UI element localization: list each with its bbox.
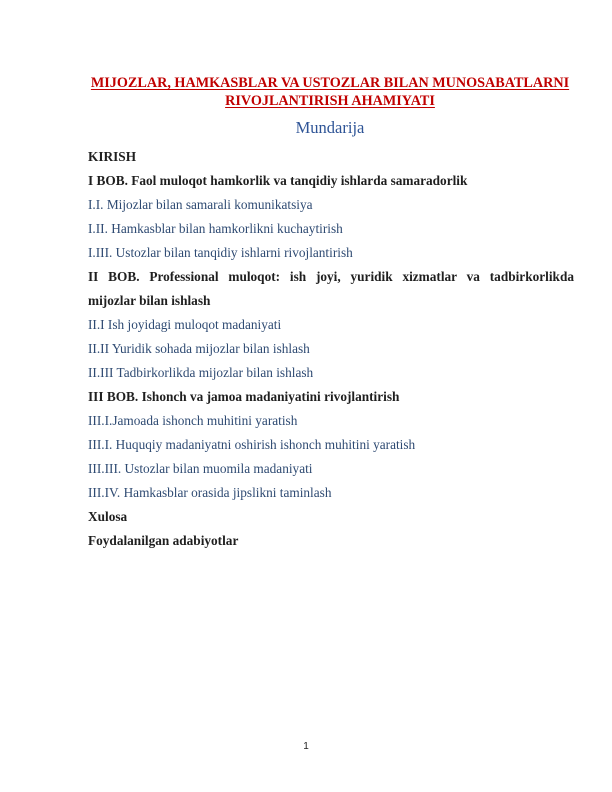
toc-entry-section-1-2[interactable]: I.II. Hamkasblar bilan hamkorlikni kuchaytirish: [88, 221, 343, 236]
toc-entry-xulosa[interactable]: Xulosa: [88, 509, 128, 524]
page-number: 1: [303, 741, 309, 752]
toc-entry-section-1-1[interactable]: I.I. Mijozlar bilan samarali komunikatsiya: [88, 197, 313, 212]
toc-entry-section-2-1[interactable]: II.I Ish joyidagi muloqot madaniyati: [88, 317, 282, 332]
toc-entry-section-1-3[interactable]: I.III. Ustozlar bilan tanqidiy ishlarni rivojlantirish: [88, 245, 353, 260]
toc-entry-section-2-3[interactable]: II.III Tadbirkorlikda mijozlar bilan ishlash: [88, 365, 314, 380]
toc-entry-section-3-3[interactable]: III.III. Ustozlar bilan muomila madaniyati: [88, 461, 313, 476]
toc-heading: Mundarija: [295, 118, 365, 137]
toc-entry-chapter-2-line-2[interactable]: mijozlar bilan ishlash: [88, 293, 211, 308]
document-title-line-2: RIVOJLANTIRISH AHAMIYATI: [225, 93, 435, 109]
toc-entry-section-2-2[interactable]: II.II Yuridik sohada mijozlar bilan ishlash: [88, 341, 310, 356]
toc-entry-kirish[interactable]: KIRISH: [88, 149, 137, 164]
toc-entry-chapter-3[interactable]: III BOB. Ishonch va jamoa madaniyatini rivojlantirish: [88, 389, 400, 404]
document-title: [80, 74, 580, 110]
toc-entry-section-3-1[interactable]: III.I.Jamoada ishonch muhitini yaratish: [88, 413, 298, 428]
toc-entry-chapter-2-line-1[interactable]: II BOB. Professional muloqot: ish joyi, yuridik xizmatlar va tadbirkorlikda: [88, 269, 574, 284]
toc-entry-section-3-2[interactable]: III.I. Huquqiy madaniyatni oshirish ishonch muhitini yaratish: [88, 437, 416, 452]
document-title-line-1: MIJOZLAR, HAMKASBLAR VA USTOZLAR BILAN MUNOSABATLARNI: [90, 75, 570, 91]
toc-entry-adabiyotlar[interactable]: Foydalanilgan adabiyotlar: [88, 533, 239, 548]
table-of-contents: [88, 145, 574, 553]
toc-entry-section-3-4[interactable]: III.IV. Hamkasblar orasida jipslikni taminlash: [88, 485, 332, 500]
toc-entry-chapter-1[interactable]: I BOB. Faol muloqot hamkorlik va tanqidiy ishlarda samaradorlik: [88, 173, 468, 188]
